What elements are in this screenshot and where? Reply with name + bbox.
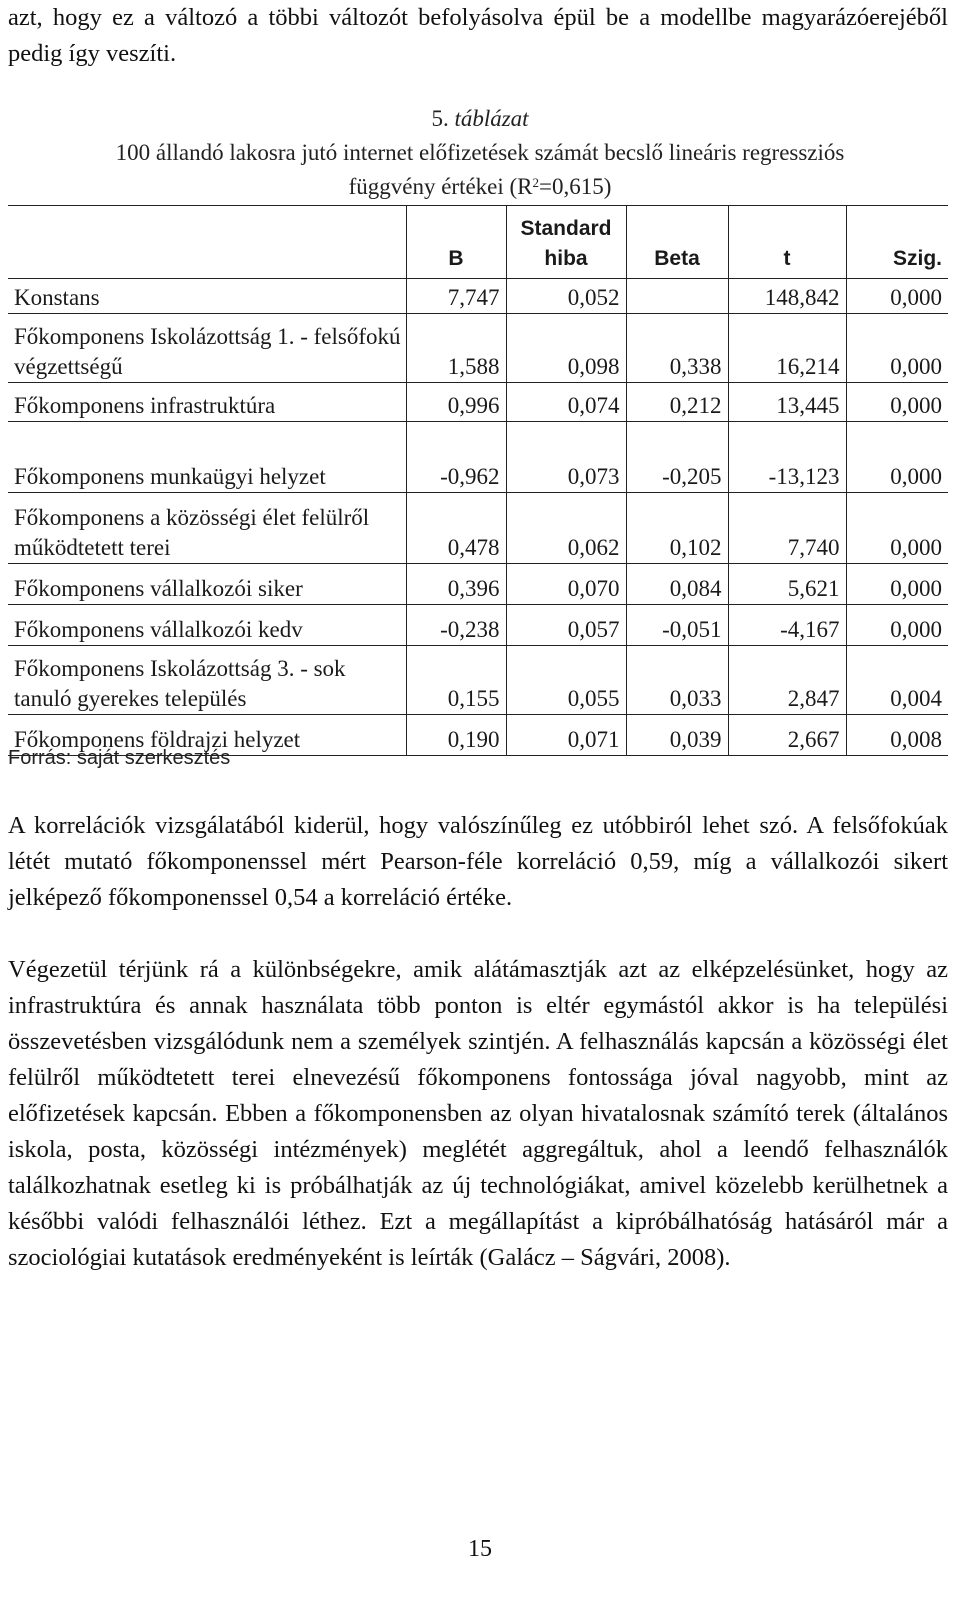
cell-se: 0,062: [506, 493, 626, 564]
table-row: [8, 605, 948, 646]
cell-sig: 0,000: [846, 279, 948, 314]
cell-se: 0,074: [506, 383, 626, 422]
cell-sig: 0,008: [846, 715, 948, 756]
header-sig: Szig.: [846, 206, 948, 279]
table-row: [8, 383, 948, 422]
table-row: [8, 422, 948, 493]
cell-sig: 0,000: [846, 314, 948, 383]
table-header-row: [8, 206, 948, 279]
header-t: t: [728, 206, 846, 279]
cell-t: 2,667: [728, 715, 846, 756]
cell-b: -0,962: [406, 422, 506, 493]
row-label: Főkomponens infrastruktúra: [14, 393, 276, 418]
cell-beta: 0,338: [626, 314, 728, 383]
cell-se: 0,073: [506, 422, 626, 493]
cell-t: 16,214: [728, 314, 846, 383]
regression-table: [8, 205, 948, 756]
table-caption-r2: [0, 170, 960, 203]
cell-sig: 0,000: [846, 493, 948, 564]
row-label: Főkomponens Iskolázottság 1. - felsőfokú végzettségű: [14, 324, 401, 379]
page-number: 15: [468, 1536, 492, 1562]
cell-se: 0,052: [506, 279, 626, 314]
cell-beta: [626, 279, 728, 314]
cell-beta: 0,033: [626, 646, 728, 715]
cell-t: 2,847: [728, 646, 846, 715]
cell-se: 0,057: [506, 605, 626, 646]
table-row: [8, 564, 948, 605]
cell-b: 0,155: [406, 646, 506, 715]
header-standard-error: Standard hiba: [506, 206, 626, 279]
cell-t: 5,621: [728, 564, 846, 605]
caption-r2-post: =0,615): [539, 174, 612, 199]
cell-se: 0,055: [506, 646, 626, 715]
cell-sig: 0,004: [846, 646, 948, 715]
cell-beta: -0,051: [626, 605, 728, 646]
cell-t: -13,123: [728, 422, 846, 493]
cell-beta: 0,084: [626, 564, 728, 605]
cell-b: 7,747: [406, 279, 506, 314]
row-label: Főkomponens a közösségi élet felülről működtetett terei: [14, 505, 370, 560]
cell-sig: 0,000: [846, 564, 948, 605]
cell-beta: 0,212: [626, 383, 728, 422]
table-row: [8, 279, 948, 314]
cell-b: 1,588: [406, 314, 506, 383]
intro-paragraph: azt, hogy ez a változó a többi változót befolyásolva épül be a modellbe magyarázóerejéből pedig így veszíti.: [8, 4, 948, 67]
caption-label: táblázat: [454, 106, 529, 131]
body-paragraph: A korrelációk vizsgálatából kiderül, hogy valószínűleg ez utóbbiról lehet szó. A felsőfokúak létét mutató főkomponenssel mért Pearson-féle korreláció 0,59, míg a vállalkozói sikert jelképező főkomponenssel 0,54 a korreláció értéke.: [8, 812, 948, 911]
row-label: Főkomponens munkaügyi helyzet: [14, 464, 326, 489]
cell-beta: 0,102: [626, 493, 728, 564]
row-label: Főkomponens vállalkozói kedv: [14, 617, 303, 642]
cell-se: 0,071: [506, 715, 626, 756]
cell-t: 13,445: [728, 383, 846, 422]
cell-t: -4,167: [728, 605, 846, 646]
table-caption-number: [0, 102, 960, 135]
cell-se: 0,070: [506, 564, 626, 605]
header-beta: Beta: [626, 206, 728, 279]
caption-r2-pre: függvény értékei (R: [348, 174, 533, 199]
cell-t: 7,740: [728, 493, 846, 564]
cell-b: -0,238: [406, 605, 506, 646]
table-row: [8, 314, 948, 383]
row-label: Főkomponens földrajzi helyzet: [14, 727, 301, 752]
cell-t: 148,842: [728, 279, 846, 314]
table-caption-title: 100 állandó lakosra jutó internet előfizetések számát becslő lineáris regressziós: [115, 140, 845, 165]
row-label: Főkomponens vállalkozói siker: [14, 576, 303, 601]
cell-b: 0,190: [406, 715, 506, 756]
table-row: [8, 493, 948, 564]
cell-sig: 0,000: [846, 422, 948, 493]
header-label: [8, 206, 406, 279]
cell-b: 0,996: [406, 383, 506, 422]
row-label: Főkomponens Iskolázottság 3. - sok tanuló gyerekes település: [14, 656, 346, 711]
cell-b: 0,478: [406, 493, 506, 564]
header-b: B: [406, 206, 506, 279]
caption-number: 5.: [431, 106, 449, 131]
cell-b: 0,396: [406, 564, 506, 605]
cell-se: 0,098: [506, 314, 626, 383]
row-label: Konstans: [14, 285, 100, 310]
caption-r2-sup: 2: [532, 175, 540, 190]
table-row: [8, 646, 948, 715]
cell-beta: -0,205: [626, 422, 728, 493]
cell-sig: 0,000: [846, 383, 948, 422]
cell-sig: 0,000: [846, 605, 948, 646]
table-source-note: Forrás: saját szerkesztés: [8, 747, 231, 769]
cell-beta: 0,039: [626, 715, 728, 756]
body-paragraph: Végezetül térjünk rá a különbségekre, amik alátámasztják azt az elképzelésünket, hogy az infrastruktúra és annak használata több ponton is eltér egymástól akkor is ha települési összevetésben vizsgálódunk nem a személyek szintjén. A felhasználás kapcsán a közösségi élet felülről működtetett terei elnevezésű főkomponens fontossága jóval nagyobb, mint az előfizetések kapcsán. Ebben a főkomponensben az olyan hivatalosnak számító terek (általános iskola, posta, közösségi intézmények) meglétét aggregáltuk, ahol a leendő felhasználók találkozhatnak esetleg ki is próbálhatják az új technológiákat, amivel közelebb kerülhetnek a későbbi valódi felhasználói léthez. Ezt a megállapítást a kipróbálhatóság hatásáról már a szociológiai kutatások eredményeként is leírták (Galácz – Ságvári, 2008).: [8, 956, 948, 1271]
